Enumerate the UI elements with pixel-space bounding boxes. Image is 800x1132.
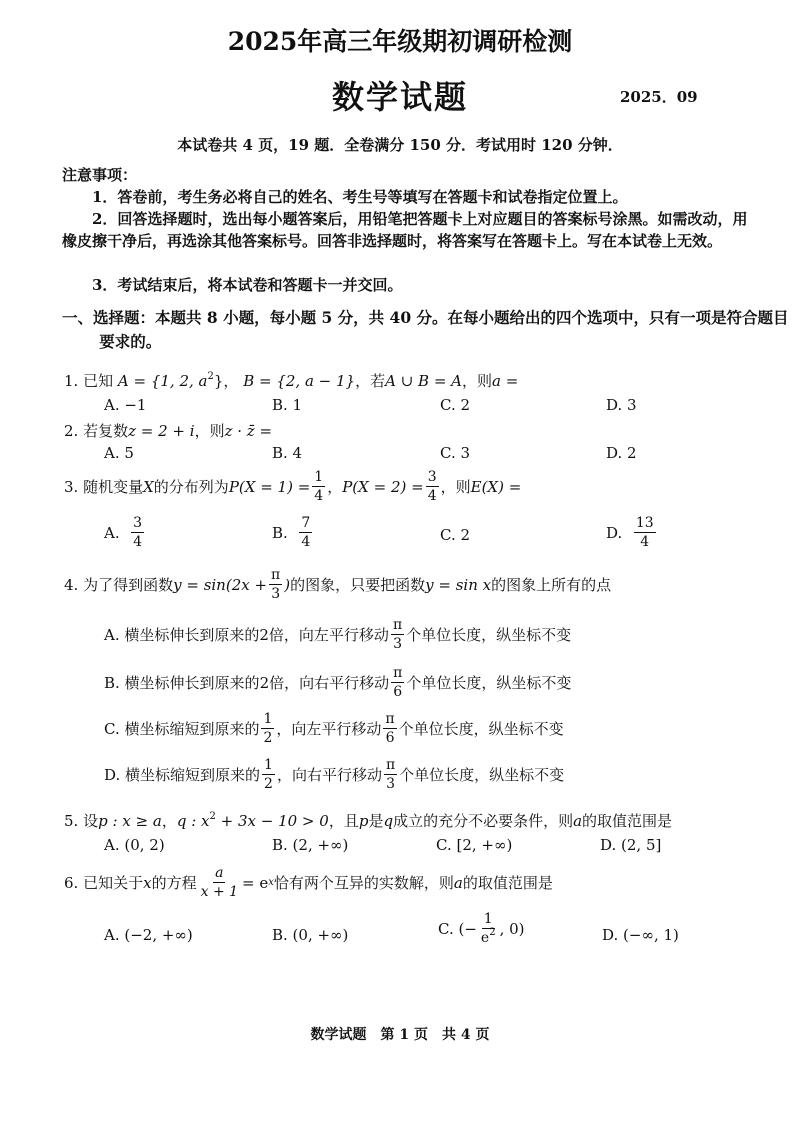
question-number: 4. <box>64 575 79 594</box>
question-6: 6. 已知关于 x 的方程 $\frac{a}{x + 1}$ = e x 恰有两个互异的实数解，则 a 的取值范围是 <box>64 865 553 900</box>
question-5: 5. 设p : x ≥ a，q : $x^2 + 3x - 10 > 0$，且p是q成立的充分不必要条件，则a的取值范围是 <box>64 811 673 830</box>
fraction: $\frac{1}{2}$ <box>263 711 273 746</box>
notice-item-2: 2．回答选择题时，选出每小题答案后，用铅笔把答题卡上对应题目的答案标号涂黑。如需改动，用橡皮擦干净后，再选涂其他答案标号。回答非选择题时，将答案写在答题卡上。写在本试卷上无效。 <box>62 210 748 250</box>
question-number: 6. <box>64 873 79 892</box>
option-b: B. 1 <box>272 396 303 414</box>
fraction: $\frac{1}{4}$ <box>314 469 324 504</box>
fraction: $\frac{1}{2}$ <box>264 757 273 792</box>
exam-date: 2025．09 <box>620 88 698 106</box>
fraction: $\frac{3}{4}$ <box>133 515 143 550</box>
option-c: C. 3 <box>440 444 471 462</box>
notice-item-3: 3．考试结束后，将本试卷和答题卡一并交回。 <box>92 276 403 294</box>
option-b: B. (0, +∞) <box>272 926 349 944</box>
option-d: D. 3 <box>606 396 637 414</box>
question-number: 2. <box>64 422 79 440</box>
question-1: 1. 已知 A = {1, 2, $a^2$}， B = {2, a − 1}，若A ∪ B = A，则a = <box>64 371 519 390</box>
question-number: 5. <box>64 812 79 830</box>
option-d: D. 2 <box>606 444 637 462</box>
fraction: $\frac{\pi}{3}$ <box>392 617 403 652</box>
question-number: 3. <box>64 477 79 496</box>
option-a: A. (0, 2) <box>104 836 165 854</box>
option-c: C. [2, +∞) <box>436 836 513 854</box>
page-footer: 数学试题 第 1 页 共 4 页 <box>310 1027 490 1043</box>
option-a: A. −1 <box>104 396 147 414</box>
fraction: $\frac{13}{4}$ <box>635 515 654 550</box>
fraction: $\frac{a}{x + 1}$ <box>200 865 239 900</box>
option-b: B. 4 <box>272 444 303 462</box>
option-b: B. 横坐标伸长到原来的 2 倍，向右平行移动 $\frac{\pi}{6}$ 个单位长度，纵坐标不变 <box>104 665 572 700</box>
option-c: C. 2 <box>440 396 471 414</box>
option-d: D. 横坐标缩短到原来的 $\frac{1}{2}$ ，向右平行移动 $\frac{\pi}{3}$ 个单位长度，纵坐标不变 <box>104 757 565 792</box>
option-c: C. 2 <box>440 526 471 544</box>
question-number: 1. <box>64 372 79 390</box>
fraction: $\frac{\pi}{6}$ <box>385 711 395 746</box>
fraction: $\frac{1}{e^2}$ <box>480 911 496 946</box>
exam-title: 2025年高三年级期初调研检测 <box>227 27 573 56</box>
option-a: A. $\frac{3}{4}$ <box>104 515 143 550</box>
question-3: 3. 随机变量 X 的分布列为 P(X = 1) = $\frac{1}{4}$ ， P(X = 2) = $\frac{3}{4}$ ，则 E(X) = <box>64 469 522 504</box>
fraction: $\frac{3}{4}$ <box>427 469 437 504</box>
notice-item-1: 1．答卷前，考生务必将自己的姓名、考生号等填写在答题卡和试卷指定位置上。 <box>92 188 628 206</box>
option-b: B. $\frac{7}{4}$ <box>272 515 311 550</box>
option-a: A. 横坐标伸长到原来的 2 倍，向左平行移动 $\frac{\pi}{3}$ 个单位长度，纵坐标不变 <box>104 617 572 652</box>
question-2: 2. 若复数z = 2 + i，则z · z̄ = <box>64 422 273 440</box>
fraction: $\frac{\pi}{3}$ <box>271 567 281 602</box>
question-4: 4. 为了得到函数 y = sin(2x + $\frac{\pi}{3}$ ) 的图象，只要把函数 y = sin x 的图象上所有的点 <box>64 567 612 602</box>
option-d: D. (2, 5] <box>600 836 662 854</box>
notice-heading: 注意事项： <box>62 166 138 184</box>
option-a: A. 5 <box>104 444 134 462</box>
fraction: $\frac{\pi}{6}$ <box>393 665 403 700</box>
fraction: $\frac{\pi}{3}$ <box>385 757 396 792</box>
option-b: B. (2, +∞) <box>272 836 349 854</box>
option-d: D. $\frac{13}{4}$ <box>606 515 654 550</box>
fraction: $\frac{7}{4}$ <box>301 515 311 550</box>
subject-title: 数学试题 <box>331 78 468 116</box>
section-heading: 一、选择题：本题共 8 小题，每小题 5 分，共 40 分。在每小题给出的四个选项中，只有一项是符合题目要求的。 <box>62 308 789 351</box>
option-c: C. 横坐标缩短到原来的 $\frac{1}{2}$ ，向左平行移动 $\frac{\pi}{6}$ 个单位长度，纵坐标不变 <box>104 711 564 746</box>
option-d: D. (−∞, 1) <box>602 926 679 944</box>
option-a: A. (−2, +∞) <box>104 926 193 944</box>
option-c: C. (− $\frac{1}{e^2}$ , 0) <box>438 911 525 946</box>
exam-info: 本试卷共 4 页，19 题．全卷满分 150 分．考试用时 120 分钟． <box>177 136 623 154</box>
